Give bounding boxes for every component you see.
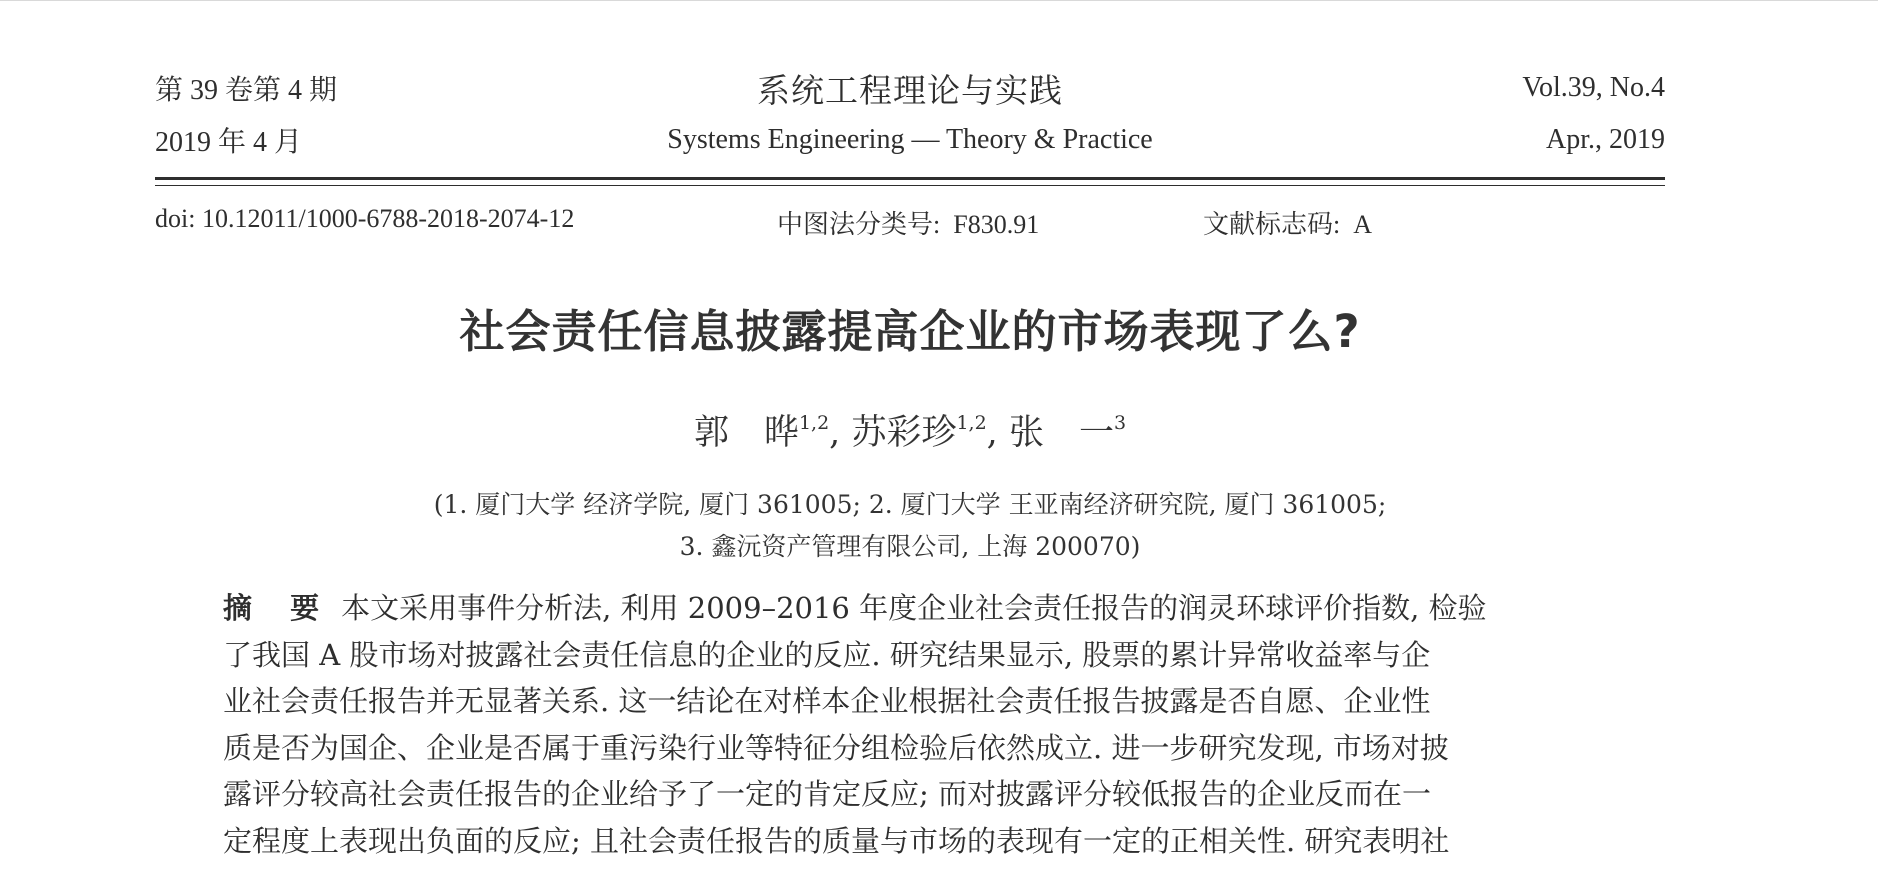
document-code [1203, 204, 1372, 241]
author-name: 苏彩珍 [851, 413, 957, 453]
abstract-label: 摘 要 [223, 591, 334, 625]
volume-issue-cn: 第 39 卷第 4 期 [155, 75, 338, 106]
journal-title-en: Systems Engineering — Theory & Practice [667, 124, 1153, 155]
publication-date-cn: 2019 年 4 月 [155, 127, 303, 158]
doi: doi: 10.12011/1000-6788-2018-2074-12 [155, 204, 575, 233]
volume-issue-en: Vol.39, No.4 [1522, 72, 1665, 103]
running-header-row-2 [155, 120, 1665, 160]
abstract [223, 585, 1599, 864]
author-list [155, 405, 1665, 455]
author-affiliation-mark: 1,2 [956, 412, 987, 434]
clc-classification [777, 204, 1039, 241]
running-header-row-1 [155, 68, 1665, 108]
affiliation-line: (1. 厦门大学 经济学院, 厦门 361005; 2. 厦门大学 王亚南经济研究院, 厦门 361005; [433, 490, 1387, 519]
abstract-line: 露评分较高社会责任报告的企业给予了一定的肯定反应; 而对披露评分较低报告的企业反而在一 [223, 777, 1431, 811]
document-code-label: 文献标志码: [1203, 210, 1341, 239]
paper-title: 社会责任信息披露提高企业的市场表现了么? [459, 305, 1361, 358]
abstract-line: 定程度上表现出负面的反应; 且社会责任报告的质量与市场的表现有一定的正相关性. 研究表明社 [223, 823, 1450, 858]
clc-value: F830.91 [953, 210, 1040, 239]
author-name: 张 一 [1008, 413, 1114, 453]
author-name: 郭 晔 [693, 413, 799, 453]
abstract-line: 质是否为国企、企业是否属于重污染行业等特征分组检验后依然成立. 进一步研究发现, 市场对披 [223, 730, 1449, 765]
author-separator: , [986, 413, 1009, 453]
journal-title-cn: 系统工程理论与实践 [757, 70, 1063, 110]
page-top-edge [0, 0, 1878, 1]
header-double-rule [155, 177, 1665, 186]
affiliation-line: 3. 鑫沅资产管理有限公司, 上海 200070) [679, 532, 1141, 561]
publication-date-en: Apr., 2019 [1546, 124, 1665, 155]
abstract-line: 业社会责任报告并无显著关系. 这一结论在对样本企业根据社会责任报告披露是否自愿、企业性 [223, 684, 1431, 718]
clc-label: 中图法分类号: [777, 210, 941, 239]
document-code-value: A [1353, 210, 1373, 239]
abstract-line: 了我国 A 股市场对披露社会责任信息的企业的反应. 研究结果显示, 股票的累计异常收益率与企 [223, 637, 1431, 672]
author-separator: , [829, 413, 852, 453]
author-affiliation-mark: 3 [1113, 412, 1127, 434]
author-affiliation-mark: 1,2 [798, 412, 830, 434]
article-meta-line [155, 204, 1665, 242]
abstract-line [223, 585, 1599, 632]
abstract-text: 本文采用事件分析法, 利用 2009–2016 年度企业社会责任报告的润灵环球评价指数, 检验 [341, 591, 1487, 625]
